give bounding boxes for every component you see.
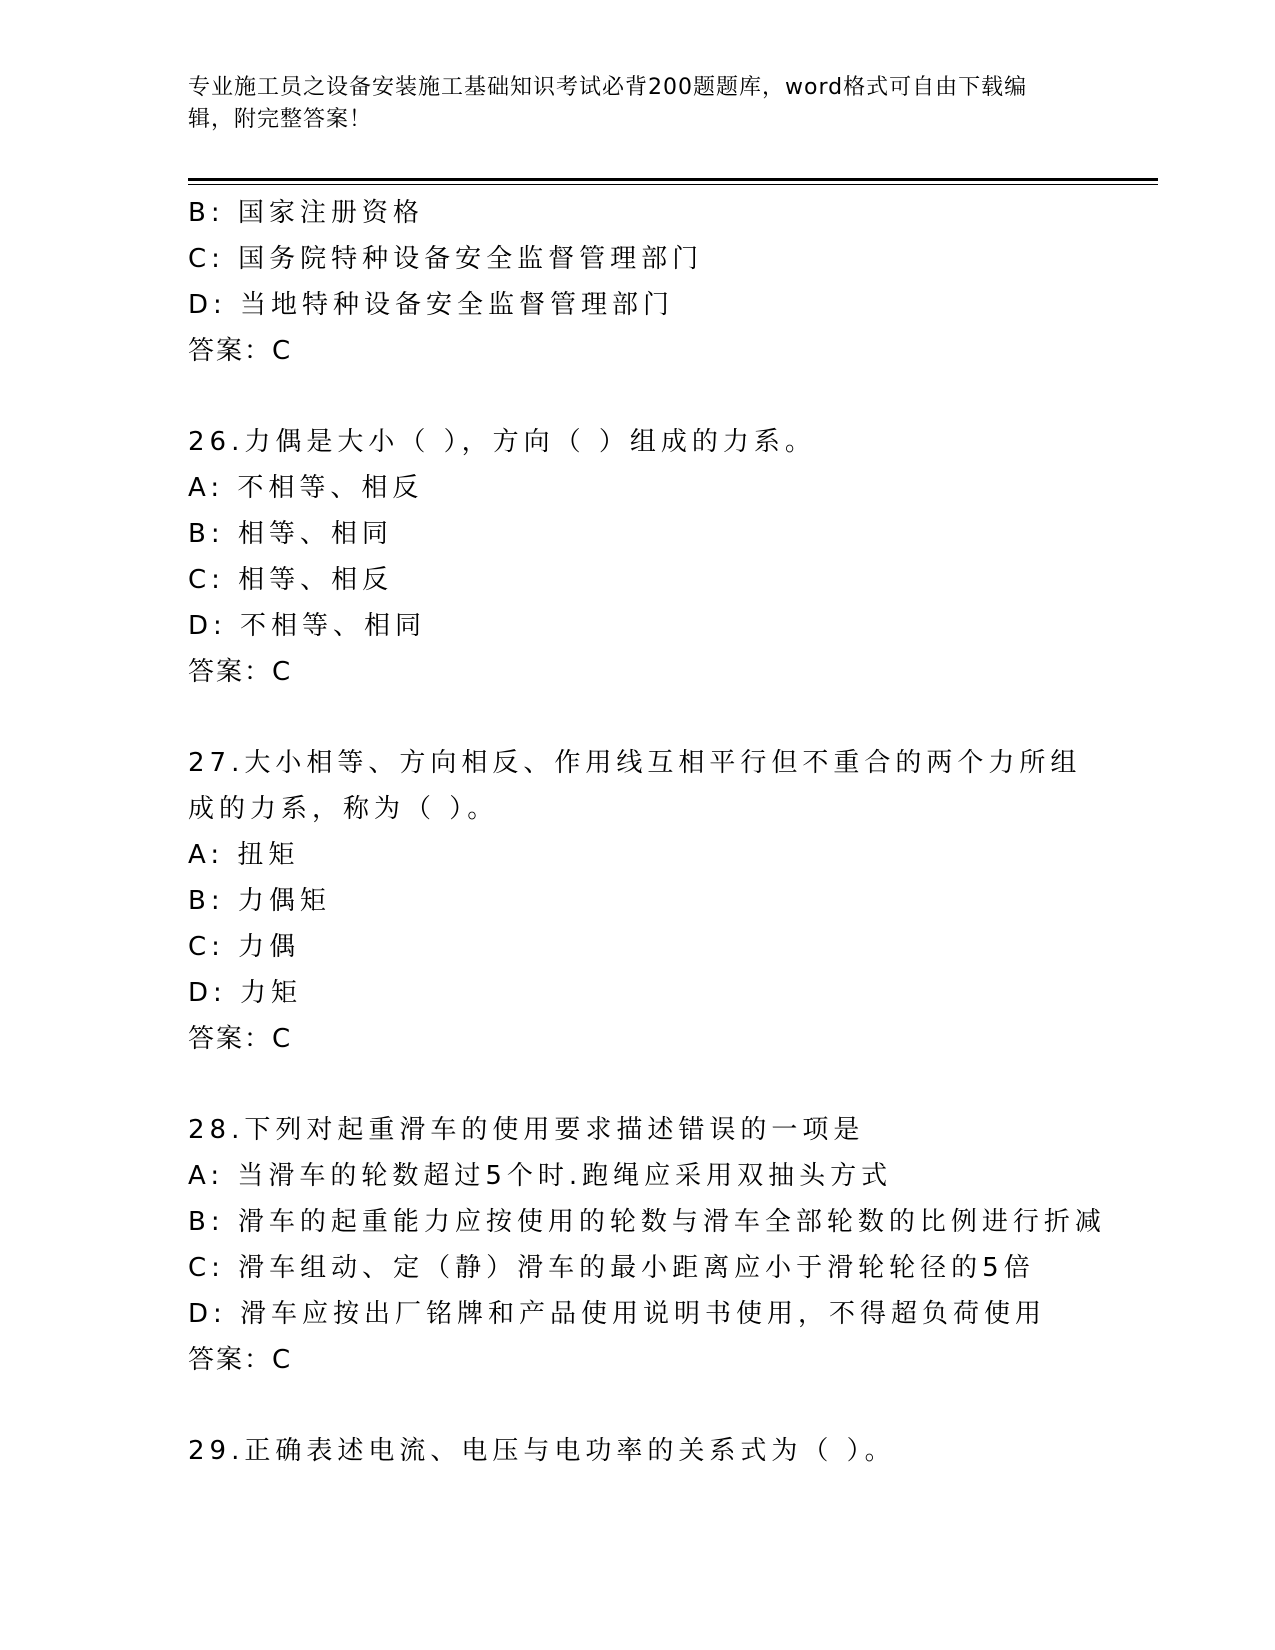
- option-d: D: 力矩: [188, 978, 303, 1008]
- header-rule-thin: [188, 184, 1158, 185]
- question-26: [188, 419, 1088, 695]
- option-b: B: 国家注册资格: [188, 198, 424, 228]
- option-c: C: 力偶: [188, 932, 301, 962]
- option-b: B: 力偶矩: [188, 886, 331, 916]
- answer-text: 答案：C: [188, 1345, 293, 1375]
- answer-text: 答案：C: [188, 1024, 293, 1054]
- question-27: [188, 740, 1088, 1062]
- option-b: B: 相等、相同: [188, 519, 393, 549]
- option-a: A: 不相等、相反: [188, 473, 424, 503]
- answer-text: 答案：C: [188, 657, 293, 687]
- option-a: A: 当滑车的轮数超过5个时.跑绳应采用双抽头方式: [188, 1161, 893, 1191]
- question-28: [188, 1107, 1106, 1383]
- header-rule-thick: [188, 178, 1158, 181]
- option-d: D: 当地特种设备安全监督管理部门: [188, 290, 675, 320]
- option-c: C: 国务院特种设备安全监督管理部门: [188, 244, 704, 274]
- document-title: 专业施工员之设备安装施工基础知识考试必背200题题库，word格式可自由下载编辑，附完整答案！: [188, 75, 1028, 132]
- option-a: A: 扭矩: [188, 840, 300, 870]
- option-c: C: 滑车组动、定（静）滑车的最小距离应小于滑轮轮径的5倍: [188, 1253, 1035, 1283]
- answer-text: 答案：C: [188, 336, 293, 366]
- question-stem: 28.下列对起重滑车的使用要求描述错误的一项是: [188, 1115, 865, 1145]
- option-d: D: 不相等、相同: [188, 611, 427, 641]
- question-list: [188, 190, 1106, 1474]
- question-stem: 29.正确表述电流、电压与电功率的关系式为（ ）。: [188, 1436, 896, 1466]
- question-29: [188, 1428, 1088, 1474]
- option-c: C: 相等、相反: [188, 565, 394, 595]
- question-stem: 26.力偶是大小（ ），方向（ ）组成的力系。: [188, 427, 816, 457]
- option-b: B: 滑车的起重能力应按使用的轮数与滑车全部轮数的比例进行折减: [188, 1207, 1106, 1237]
- option-d: D: 滑车应按出厂铭牌和产品使用说明书使用，不得超负荷使用: [188, 1299, 1047, 1329]
- question-25: [188, 190, 1088, 374]
- question-stem: 27.大小相等、方向相反、作用线互相平行但不重合的两个力所组成的力系，称为（ ）。: [188, 748, 1082, 824]
